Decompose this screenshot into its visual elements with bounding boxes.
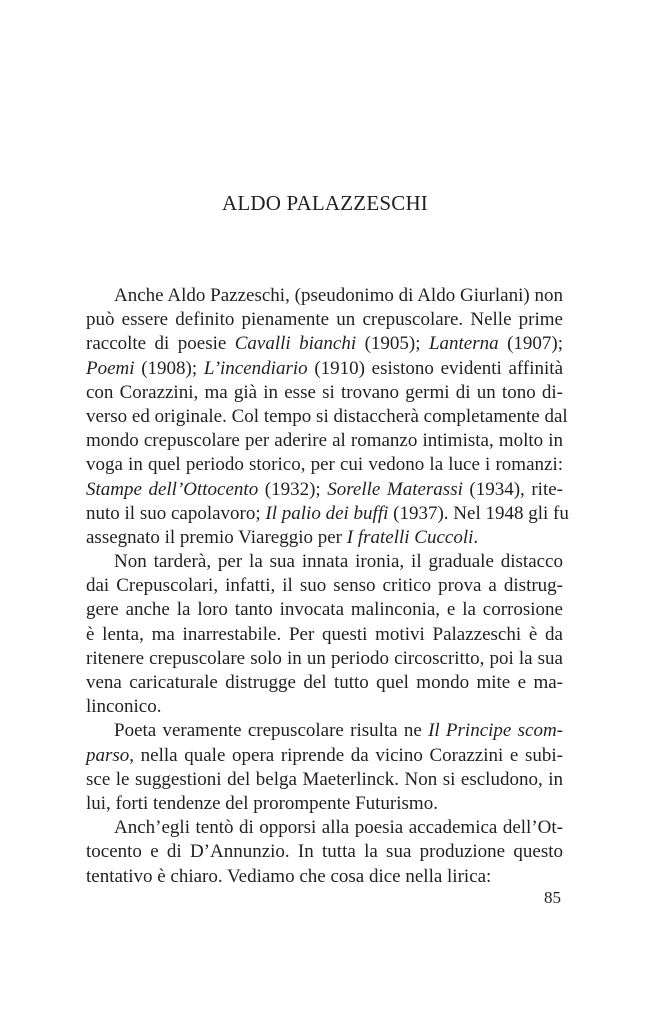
text-line: [86, 647, 563, 671]
text-line: [86, 308, 563, 332]
text-line: [86, 865, 563, 889]
text-line: [86, 623, 563, 647]
text-segment: Poeta veramente crepuscolare risulta ne: [114, 720, 429, 742]
italic-title-text: Il Principe scom-: [428, 720, 563, 742]
text-line: [86, 429, 563, 453]
text-segment: , nella quale opera riprende da vicino Corazzini e subi-: [129, 744, 563, 766]
text-line: [86, 719, 563, 743]
text-segment: tentativo è chiaro. Vediamo che cosa dice nella lirica:: [86, 865, 492, 887]
italic-title-text: Lanterna: [428, 333, 499, 355]
chapter-title: ALDO PALAZZESCHI: [221, 191, 428, 215]
text-segment: con Corazzini, ma già in esse si trovano germi di un tono di-: [86, 381, 563, 403]
text-segment: Non tarderà, per la sua innata ironia, il graduale distacco: [114, 551, 563, 573]
text-segment: tocento e di D’Annunzio. In tutta la sua produzione questo: [86, 841, 563, 863]
text-segment: (1905);: [356, 333, 429, 355]
text-segment: mondo crepuscolare per aderire al romanzo intimista, molto in: [86, 430, 563, 452]
text-segment: Anche Aldo Pazzeschi, (pseudonimo di Aldo Giurlani) non: [114, 285, 563, 306]
italic-title-text: Stampe dell’Ottocento: [86, 478, 259, 500]
text-segment: (1932);: [258, 478, 328, 500]
text-segment: voga in quel periodo storico, per cui vedono la luce i romanzi:: [86, 454, 563, 476]
text-line: [86, 284, 563, 308]
body-text: [86, 284, 569, 889]
text-segment: è lenta, ma inarrestabile. Per questi motivi Palazzeschi è da: [86, 623, 563, 645]
text-line: [86, 381, 563, 405]
text-segment: (1907);: [498, 333, 563, 355]
italic-title-text: L’incendiario: [203, 357, 308, 379]
italic-title-text: parso: [86, 744, 130, 766]
text-segment: può essere definito pienamente un crepuscolare. Nelle prime: [86, 309, 563, 331]
text-line: [86, 478, 563, 502]
text-segment: .: [473, 526, 479, 548]
text-segment: nuto il suo capolavoro;: [86, 502, 266, 524]
text-line: [86, 357, 563, 381]
text-segment: (1908);: [134, 357, 204, 379]
italic-title-text: Poemi: [86, 357, 135, 379]
text-line: [86, 816, 563, 840]
text-segment: vena caricaturale distrugge del tutto quel mondo mite e ma-: [86, 672, 563, 693]
text-segment: lui, forti tendenze del prorompente Futurismo.: [86, 792, 438, 814]
text-segment: raccolte di poesie: [86, 333, 235, 355]
text-segment: dai Crepuscolari, infatti, il suo senso critico prova a distrug-: [86, 575, 563, 597]
italic-title-text: Il palio dei buffi: [265, 502, 389, 524]
text-segment: verso ed originale. Col tempo si distaccherà completamente dal: [86, 405, 568, 427]
text-line: [86, 332, 563, 356]
text-segment: ritenere crepuscolare solo in un periodo circoscritto, poi la sua: [86, 647, 563, 669]
text-segment: (1937). Nel 1948 gli fu: [388, 502, 569, 524]
text-line: [86, 840, 563, 864]
text-line: [86, 526, 563, 550]
text-line: [86, 744, 563, 768]
text-segment: (1910) esistono evidenti affinità: [307, 357, 563, 379]
text-segment: Anch’egli tentò di opporsi alla poesia accademica dell’Ot-: [114, 817, 563, 839]
text-line: [86, 768, 563, 792]
text-segment: assegnato il premio Viareggio per: [86, 526, 347, 548]
text-segment: (1934), rite-: [462, 478, 563, 500]
text-line: [86, 598, 563, 622]
text-line: [86, 574, 563, 598]
text-segment: sce le suggestioni del belga Maeterlinck. Non si escludono, in: [86, 768, 563, 790]
text-line: [86, 792, 563, 816]
text-line: [86, 453, 563, 477]
text-line: [86, 695, 563, 719]
italic-title-text: I fratelli Cuccoli: [346, 526, 474, 548]
text-line: [86, 671, 563, 695]
text-segment: gere anche la loro tanto invocata malinconia, e la corrosione: [86, 599, 563, 621]
text-line: [86, 405, 568, 429]
text-line: [86, 502, 569, 526]
page-number: 85: [544, 888, 561, 907]
italic-title-text: Sorelle Materassi: [327, 478, 463, 500]
text-segment: linconico.: [86, 696, 162, 718]
text-line: [86, 550, 563, 574]
italic-title-text: Cavalli bianchi: [234, 333, 357, 355]
